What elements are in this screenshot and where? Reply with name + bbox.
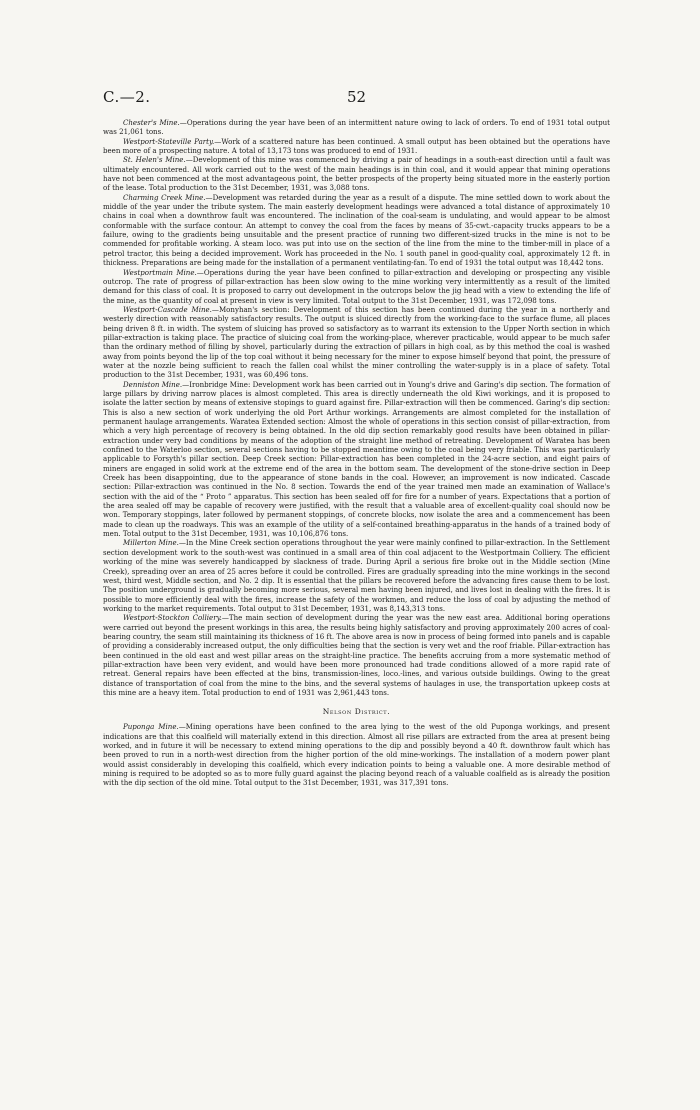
- paragraph-lead: Denniston Mine.: [123, 379, 183, 389]
- body-text: [103, 118, 610, 788]
- paragraph: [103, 137, 610, 156]
- paragraph-text: —In the Mine Creek section operations throughout the year were mainly confined to pillar-extraction. In the Settlement section development work to the south-west was continued in a small area of thin coal adjacent to the Westportmain Colliery. The efficient working of the mine was severely handicapped by slackness of trade. During April a serious fire broke out in the Middle section (Mine Creek), spreading over an area of 25 acres before it could be controlled. Fires are gradually spreading into the mine workings in the second west, third west, Middle section, and No. 2 dip. It is essential that the pillars be recovered before the advancing fires cause them to be lost. The position underground is gradually becoming more serious, several men having been injured, and lives lost in dealing with the fires. It is possible to more efficiently deal with the fires, increase the safety of the workmen, and reduce the loss of coal by adjusting the method of working to the market requirements. Total output to 31st December, 1931, was 8,143,313 tons.: [103, 538, 610, 613]
- page-number: 52: [346, 88, 367, 106]
- paragraph: [103, 268, 610, 305]
- paragraph-text: —Development of this mine was commenced by driving a pair of headings in a south-east direction until a fault was ultimately encountered. All work carried out to the west of the main headings is in thin coal, and it would appear that mining operations have not been commenced at the most advantageous point, the better prospects of the property being situated more in the easterly portion of the lease. Total production to the 31st December, 1931, was 3,088 tons.: [103, 155, 610, 193]
- paragraph-lead: Westport-Cascade Mine.: [123, 304, 212, 314]
- paragraph-lead: Charming Creek Mine.: [123, 192, 206, 202]
- paragraph-lead: Puponga Mine.: [123, 722, 179, 732]
- paragraph-text: —Monyhan's section: Development of this section has been continued during the year in a northerly and westerly direction with reasonably satisfactory results. The output is sluiced directly from the working-face to the surface flume, all places being driven 8 ft. in width. The system of sluicing has proved so satisfactory as to warrant its extension to the Upper North section in which pillar-extraction is taking place. The practice of sluicing coal from the working-place, wherever practicable, would appear to be much safer than the ordinary method of filling by shovel, particularly during the extraction of pillars in high coal, as by this method the coal is washed away from points beyond the lip of the top coal without it being necessary for the miner to expose himself beyond that point, the pressure of water at the nozzle being sufficient to reach the fallen coal whilst the miner controlling the water-supply is in a place of safety. Total production to the 31st December, 1931, was 60,496 tons.: [103, 304, 610, 380]
- paragraph-lead: Chester's Mine.: [123, 118, 180, 127]
- paragraph: [103, 722, 610, 787]
- paragraph-text: —Development was retarded during the year as a result of a dispute. The mine settled down to work about the middle of the year under the tribute system. The main easterly development headings were advanced a total distance of approximately 10 chains in coal when a downthrow fault was encountered. The inclination of the coal-seam is undulating, and would appear to be almost conformable with the surface contour. An attempt to convey the coal from the faces by means of 35-cwt.-capacity trucks appears to be a failure, owing to the gradients being unsuitable and the present practice of running two different-sized trucks in the mine is not to be commended for profitable working. A steam loco. was put into use on the section of the line from the mine to the timber-mill in place of a petrol tractor, this being a decided improvement. Work has proceeded in the No. 1 south panel in good-quality coal, approximately 12 ft. in thickness. Preparations are being made for the installation of a permanent ventilating-fan. To end of 1931 the total output was 18,442 tons.: [103, 192, 610, 268]
- paragraph: [103, 193, 610, 268]
- paragraph: [103, 155, 610, 192]
- document-reference: C.—2.: [103, 88, 151, 106]
- paragraph: [103, 380, 610, 539]
- paragraph-text: —Ironbridge Mine: Development work has been carried out in Young's drive and Garing's dip section. The formation of large pillars by driving narrow places is almost completed. This area is directly underneath the old Kiwi workings, and it is proposed to isolate the latter section by means of extensive stopings to guard against fire. Pillar-extraction will then be commenced. Garing's dip section: This is also a new section of work underlying the old Port Arthur workings. Arrangements are almost completed for the installation of permanent haulage arrangements. Waratea Extended section: Almost the whole of operations in this section consist of pillar-extraction, from which a very high percentage of recovery is being obtained. In the old dip section remarkably good results have been obtained in pillar-extraction under very bad conditions by means of the adoption of the straight line method of retreating. Development of Waratea has been confined to the Waterloo section, several sections having to be stopped meantime owing to the coal being very friable. This was particularly applicable to Forsyth's pillar section. Deep Creek section: Pillar-extraction has been completed in the 24-acre section, and eight pairs of miners are engaged in solid work at the extreme end of the area in the bottom seam. The development of the stone-drive section in Deep Creek has been disappointing, due to the appearance of stone bands in the coal. However, an improvement is now indicated. Cascade section: Pillar-extraction was continued in the No. 8 section. Towards the end of the year trained men made an examination of Wallace's section with the aid of the “ Proto ” apparatus. This section has been sealed off for fire for a number of years. Expectations that a portion of the area sealed off may be capable of recovery were justified, with the result that a valuable area of excellent-quality coal should now be won. Temporary stoppings, later followed by permanent stoppings, of concrete blocks, now isolate the area and a commencement has been made to clean up the roadways. This was an example of the utility of a self-contained breathing-apparatus in the hands of a trained body of men. Total output to the 31st December, 1931, was 10,106,876 tons.: [103, 379, 611, 539]
- paragraph-text: —Work of a scattered nature has been continued. A small output has been obtained but the operations have been more of a prospecting nature. A total of 13,173 tons was produced to end of 1931.: [103, 136, 610, 156]
- page-header: [103, 88, 610, 108]
- paragraph-lead: Westport-Stateville Party.: [123, 136, 215, 146]
- paragraph-text: —Operations during the year have been of an intermittent nature owing to lack of orders. To end of 1931 total output was 21,061 tons.: [103, 118, 610, 137]
- paragraph: [103, 613, 610, 697]
- paragraph-lead: Westport-Stockton Colliery.: [123, 613, 222, 623]
- section-heading: Nelson District.: [322, 707, 391, 717]
- paragraph: [103, 538, 610, 613]
- paragraph-lead: Millerton Mine.: [123, 538, 179, 548]
- paragraph: [103, 118, 610, 137]
- paragraph-text: —Mining operations have been confined to the area lying to the west of the old Puponga workings, and present indications are that this coalfield will materially extend in this direction. Almost all rise pillars are extracted from the area at present being worked, and in future it will be necessary to extend mining operations to the dip and possibly beyond a 40 ft. downthrow fault which has been proved to run in a north-west direction from the higher portion of the old mine-workings. The installation of a modern power plant would assist considerably in developing this coalfield, which every indication points to being a valuable one. A more desirable method of mining is required to be adopted so as to more fully guard against the placing beyond reach of a valuable coalfield as is already the position with the dip section of the old mine. Total output to the 31st December, 1931, was 317,391 tons.: [103, 722, 610, 788]
- paragraph-text: —The main section of development during the year was the new east area. Additional boring operations were carried out beyond the present workings in this area, the results being highly satisfactory and proving approximately 200 acres of coal-bearing country, the seam still maintaining its thickness of 16 ft. The above area is now in process of being formed into panels and is capable of providing a considerably increased output, the only difficulties being that the section is very wet and the roof friable. Pillar-extraction has been continued in the old east and west pillar areas on the straight-line practice. The benefits accruing from a more systematic method of pillar-extraction have been very evident, and would have been more pronounced had trade conditions allowed of a more rapid rate of retreat. General repairs have been effected at the bins, transmission-lines, loco.-lines, and various outside buildings. Owing to the great distance of transportation of coal from the mine to the bins, and the several systems of haulages in use, the transportation upkeep costs at this mine are a heavy item. Total production to end of 1931 was 2,961,443 tons.: [103, 613, 610, 697]
- paragraph-text: —Operations during the year have been confined to pillar-extraction and developing or prospecting any visible outcrop. The rate of progress of pillar-extraction has been slow owing to the mine working very intermittently as a result of the limited demand for this class of coal. It is proposed to carry out development in the outcrops below the jig head with a view to extending the life of the mine, as the quantity of coal at present in view is very limited. Total output to the 31st December, 1931, was 172,098 tons.: [103, 267, 611, 305]
- paragraph-lead: Westportmain Mine.: [123, 267, 197, 277]
- paragraph: [103, 305, 610, 380]
- paragraph-lead: St. Helen's Mine.: [123, 155, 186, 165]
